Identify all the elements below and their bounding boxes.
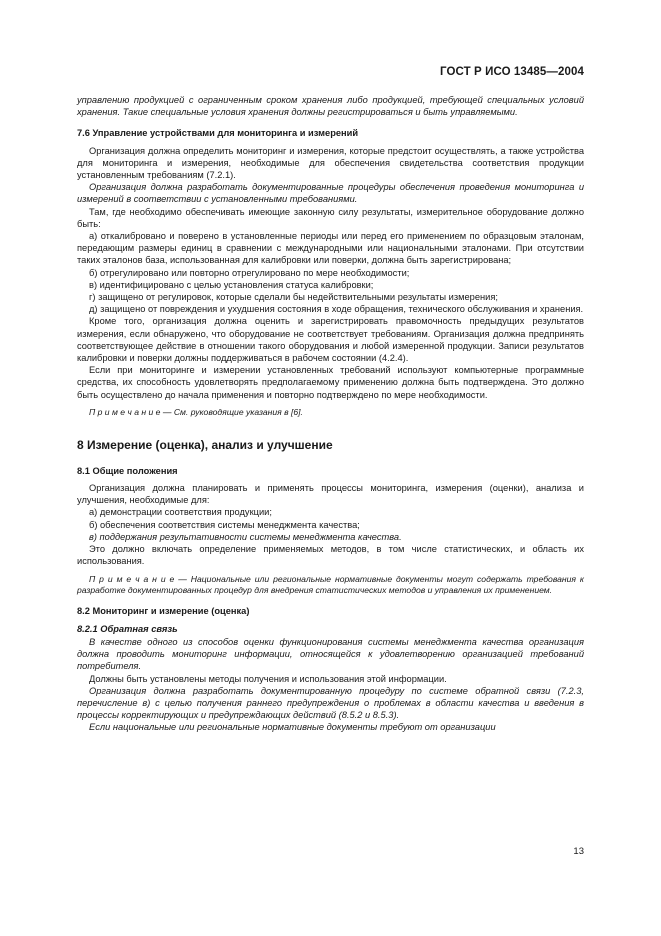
paragraph: Это должно включать определение применяемых методов, в том числе статистических, и область их использования. bbox=[77, 544, 584, 567]
paragraph: Если при мониторинге и измерении установленных требований используют компьютерные программные средства, их способность удовлетворять предполагаемому применению должна быть подтверждена. Это должно быть осуществлено до начала применения и повторно подтверждено по мере необходимости. bbox=[77, 365, 584, 400]
note: П р и м е ч а н и е — См. руководящие указания в [6]. bbox=[89, 406, 303, 417]
document-code: ГОСТ Р ИСО 13485—2004 bbox=[439, 66, 584, 78]
section-heading-7-6: 7.6 Управление устройствами для мониторинга и измерений bbox=[77, 128, 359, 139]
list-item: а) откалибровано и поверено в установленные периоды или перед его применением по образцовым эталонам, передающим размеры единиц в сравнении с международными или национальными эталонами. При отсутствии таких эталонов база, использованная для калибровки или поверки, должна быть зарегистрирована; bbox=[77, 231, 584, 266]
paragraph: Организация должна разработать документированные процедуры обеспечения проведения мониторинга и измерений в соответствии с установленными требованиями. bbox=[77, 182, 584, 205]
paragraph: Кроме того, организация должна оценить и зарегистрировать правомочность предыдущих результатов измерения, если обнаружено, что оборудование не соответствует требованиям. Организация должна предпринять соответствующее действие в отношении такого оборудования и любой измеренной продукции. Записи результатов калибровки и поверки должны поддерживаться в рабочем состоянии (4.2.4). bbox=[77, 316, 584, 364]
list-item: а) демонстрации соответствия продукции; bbox=[89, 507, 272, 518]
paragraph: Организация должна определить мониторинг и измерения, которые предстоит осуществлять, а также устройства для мониторинга и измерения, необходимые для обеспечения свидетельства соответствия продукции установленным требованиям (7.2.1). bbox=[77, 145, 584, 181]
list-item: д) защищено от повреждения и ухудшения состояния в ходе обращения, технического обслуживания и хранения. bbox=[89, 304, 584, 315]
list-item: г) защищено от регулировок, которые сделали бы недействительными результаты измерения; bbox=[89, 292, 498, 303]
page-number: 13 bbox=[573, 846, 584, 857]
list-item: б) отрегулировано или повторно отрегулировано по мере необходимости; bbox=[89, 267, 410, 278]
section-heading-8: 8 Измерение (оценка), анализ и улучшение bbox=[77, 437, 333, 452]
paragraph: Там, где необходимо обеспечивать имеющие законную силу результаты, измерительное оборудование должно быть: bbox=[77, 206, 584, 229]
page-body bbox=[77, 94, 584, 734]
paragraph: В качестве одного из способов оценки функционирования системы менеджмента качества организация должна проводить мониторинг информации, относящейся к удовлетворению организацией требований потребителя. bbox=[77, 636, 584, 672]
paragraph: Организация должна планировать и применять процессы мониторинга, измерения (оценки), анализа и улучшения, необходимые для: bbox=[77, 483, 584, 506]
section-heading-8-1: 8.1 Общие положения bbox=[77, 465, 178, 476]
paragraph: Должны быть установлены методы получения и использования этой информации. bbox=[89, 673, 447, 684]
list-item: в) идентифицировано с целью установления статуса калибровки; bbox=[89, 279, 374, 290]
paragraph: Организация должна разработать документированную процедуру по системе обратной связи (7.2.3, перечисление в) с целью получения раннего предупреждения о проблемах в области качества и введения в процессы корректирующих и предупреждающих действий (8.5.2 и 8.5.3). bbox=[77, 685, 584, 721]
section-heading-8-2: 8.2 Мониторинг и измерение (оценка) bbox=[77, 605, 250, 616]
section-heading-8-2-1: 8.2.1 Обратная связь bbox=[77, 623, 178, 634]
paragraph-continuation: управлению продукцией с ограниченным сроком хранения либо продукцией, требующей специальных условий хранения. Такие специальные условия хранения должны регистрироваться и быть управляемыми. bbox=[77, 95, 584, 118]
list-item: в) поддержания результативности системы менеджмента качества. bbox=[89, 531, 402, 542]
paragraph: Если национальные или региональные нормативные документы требуют от организации bbox=[89, 722, 496, 733]
list-item: б) обеспечения соответствия системы менеджмента качества; bbox=[89, 519, 360, 530]
note: П р и м е ч а н и е — Национальные или региональные нормативные документы могут содержать требования к разработке документированных процедур для внедрения статистических методов и управления их применением. bbox=[77, 573, 584, 595]
